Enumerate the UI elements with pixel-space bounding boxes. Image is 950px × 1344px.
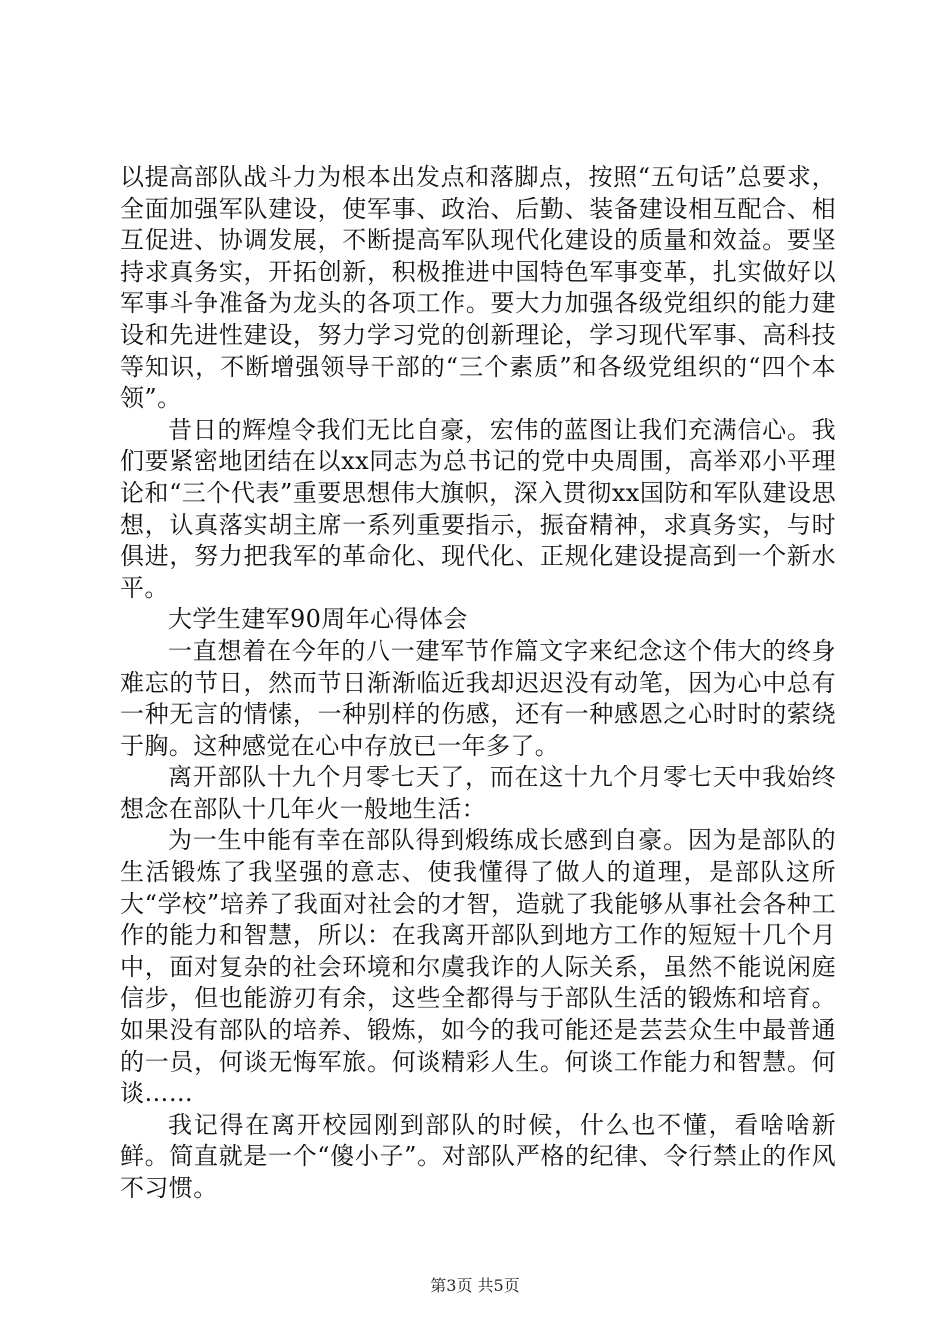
section-heading: 大学生建军90周年心得体会 [168, 605, 468, 634]
paragraph-1: 以提高部队战斗力为根本出发点和落脚点，按照“五句话”总要求，全面加强军队建设，使军事、政治、后勤、装备建设相互配合、相互促进、协调发展，不断提高军队现代化建设的质量和效益。要坚持求真务实，开拓创新，积极推进中国特色军事变革，扎实做好以军事斗争准备为龙头的各项工作。要大力加强各级党组织的能力建设和先进性建设，努力学习党的创新理论，学习现代军事、高科技等知识，不断增强领导干部的“三个素质”和各级党组织的“四个本领”。 [120, 163, 836, 413]
paragraph-5: 为一生中能有幸在部队得到煅练成长感到自豪。因为是部队的生活锻炼了我坚强的意志、使我懂得了做人的道理，是部队这所大“学校”培养了我面对社会的才智，造就了我能够从事社会各种工作的能力和智慧，所以：在我离开部队到地方工作的短短十几个月中，面对复杂的社会环境和尔虞我诈的人际关系，虽然不能说闲庭信步，但也能游刃有余，这些全都得与于部队生活的锻炼和培育。如果没有部队的培养、锻炼，如今的我可能还是芸芸众生中最普通的一员，何谈无悔军旅。何谈精彩人生。何谈工作能力和智慧。何谈…… [120, 826, 836, 1108]
page-footer: 第3页 共5页 [430, 1276, 520, 1295]
paragraph-3: 一直想着在今年的八一建军节作篇文字来纪念这个伟大的终身难忘的节日，然而节日渐渐临近我却迟迟没有动笔，因为心中总有一种无言的情愫，一种别样的伤感，还有一种感恩之心时时的萦绕于胸。这种感觉在心中存放已一年多了。 [120, 636, 836, 760]
paragraph-4: 离开部队十九个月零七天了，而在这十九个月零七天中我始终想念在部队十几年火一般地生活： [120, 763, 836, 823]
document-body [120, 162, 836, 1205]
paragraph-6: 我记得在离开校园刚到部队的时候，什么也不懂，看啥啥新鲜。简直就是一个“傻小子”。对部队严格的纪律、令行禁止的作风不习惯。 [120, 1110, 836, 1202]
paragraph-2: 昔日的辉煌令我们无比自豪，宏伟的蓝图让我们充满信心。我们要紧密地团结在以xx同志为总书记的党中央周围，高举邓小平理论和“三个代表”重要思想伟大旗帜，深入贯彻xx国防和军队建设思想，认真落实胡主席一系列重要指示，振奋精神，求真务实，与时俱进，努力把我军的革命化、现代化、正规化建设提高到一个新水平。 [120, 415, 836, 602]
